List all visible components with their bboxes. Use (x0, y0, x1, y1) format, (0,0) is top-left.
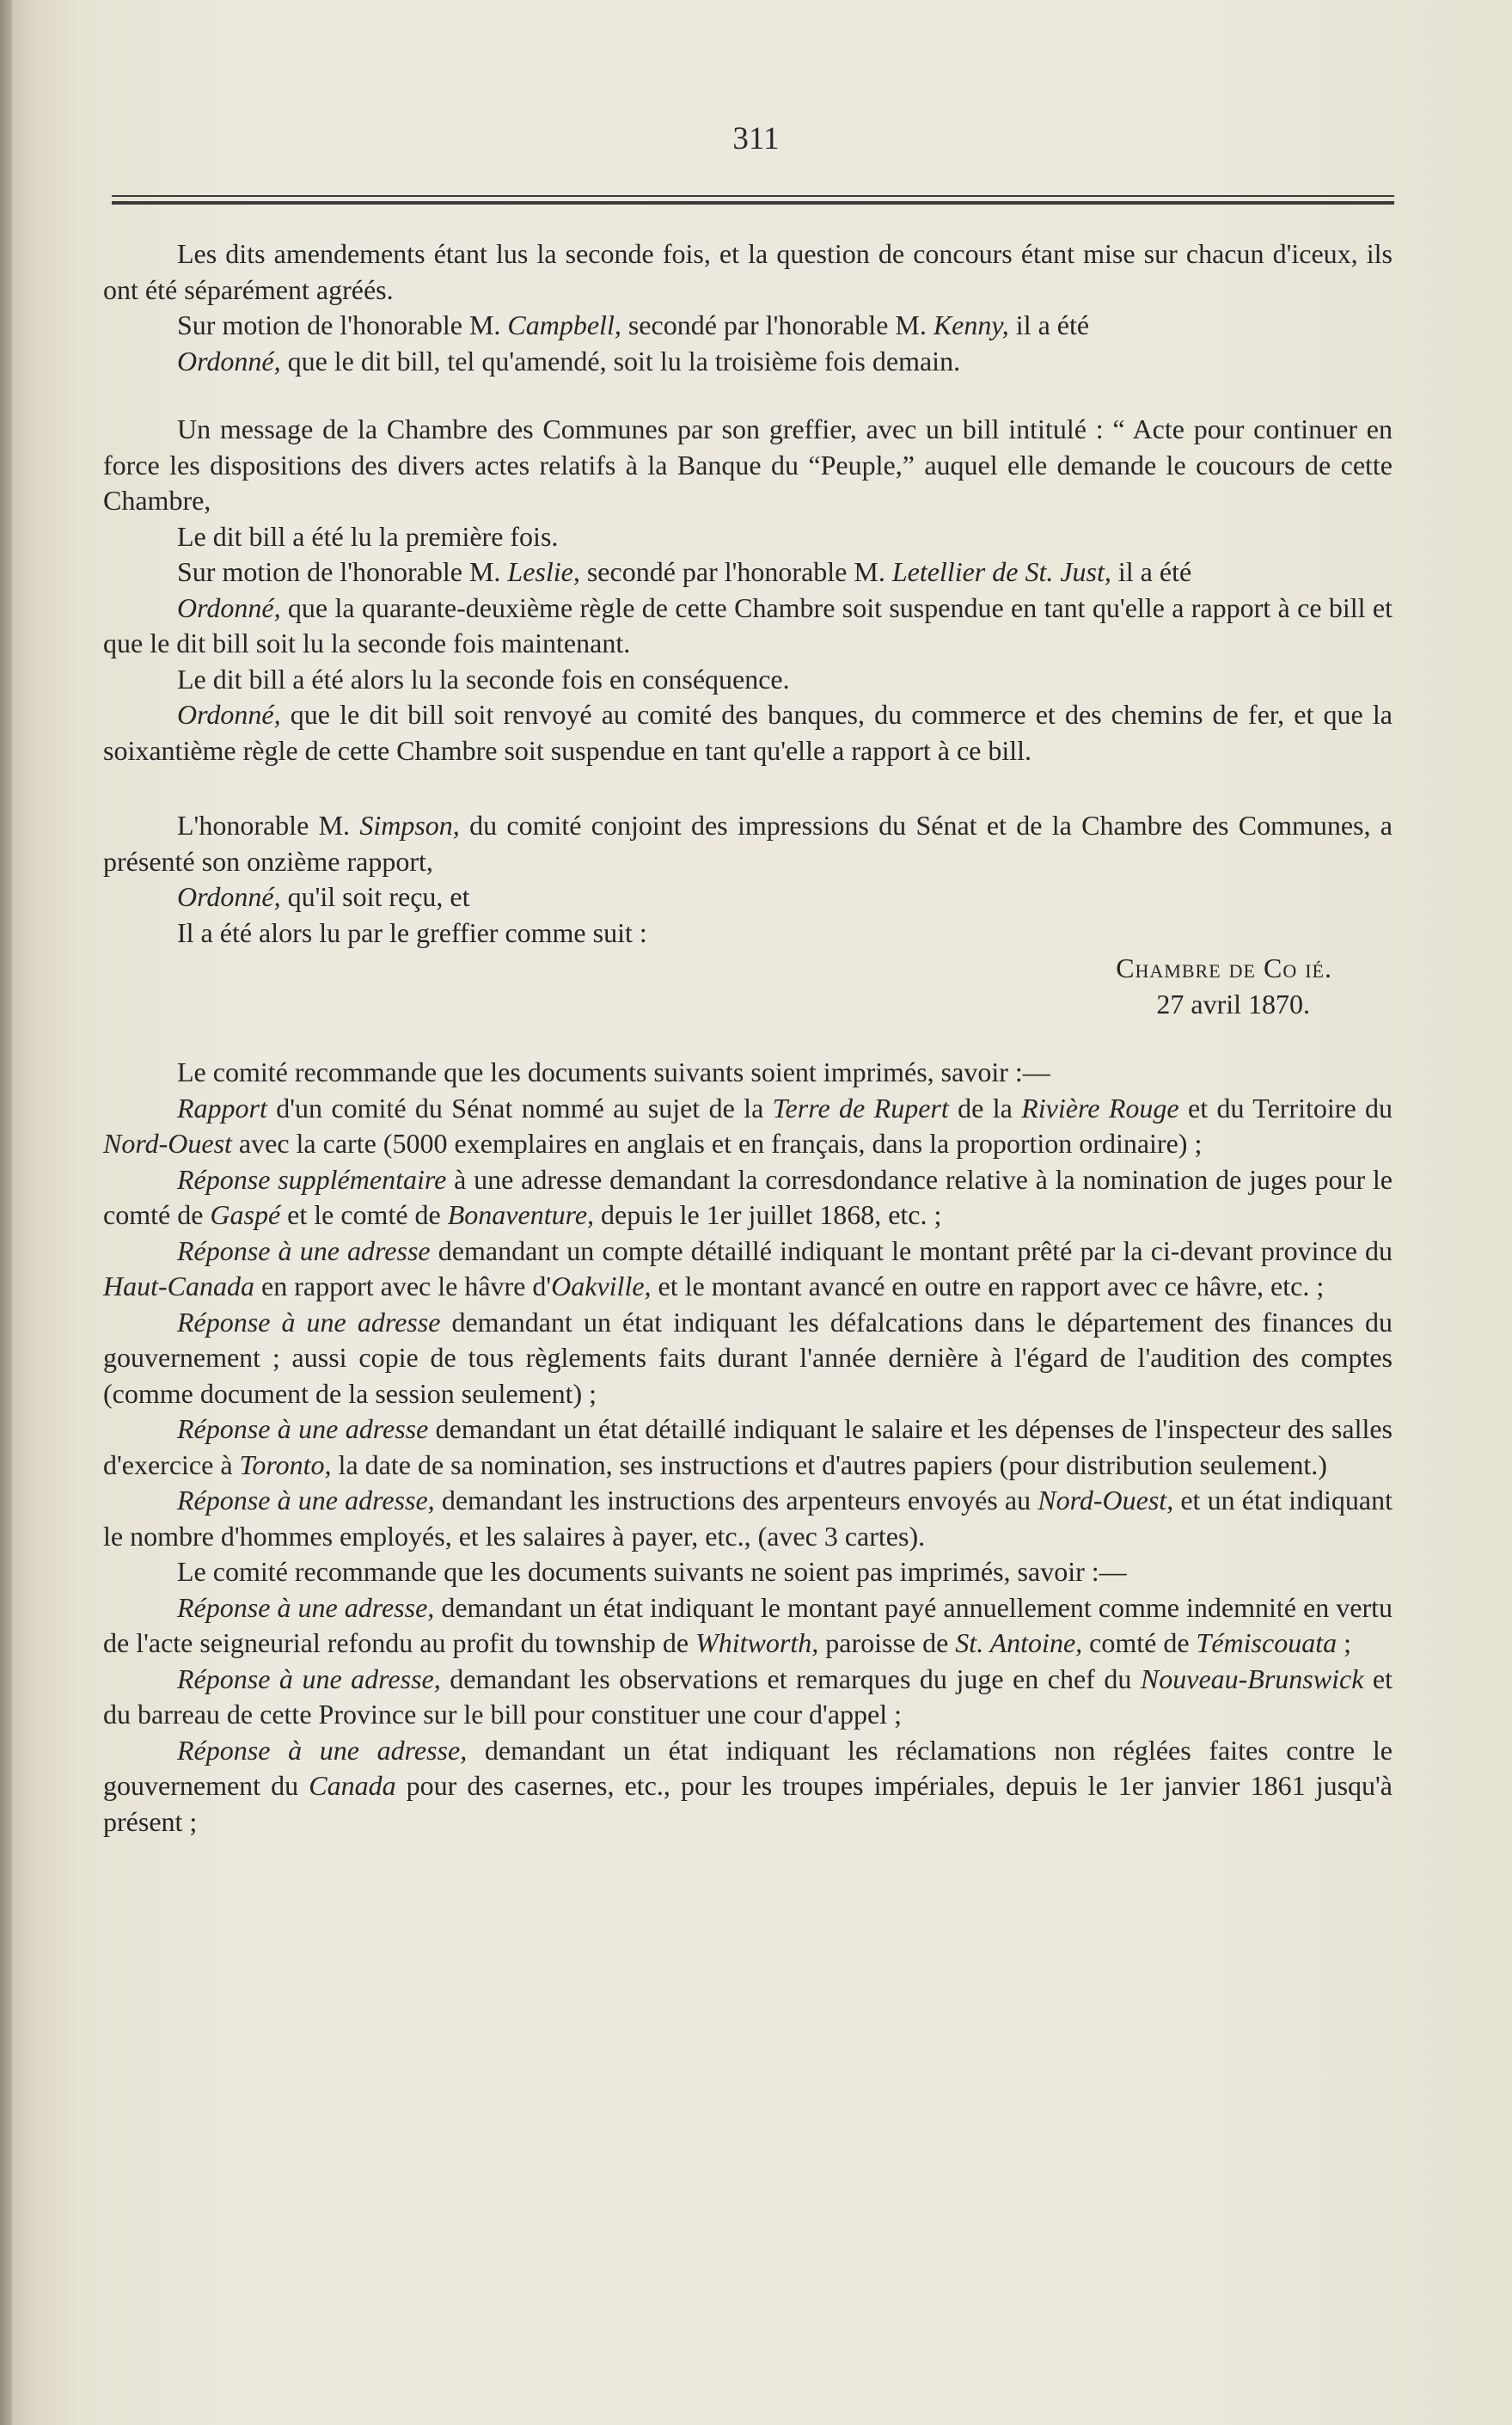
text-run: demandant un état indiquant les réclamations non réglées faites contre le gouvernement du (103, 1734, 1393, 1801)
text-run: la date de sa nomination, ses instructions et d'autres papiers (pour distribution seulement.) (331, 1448, 1327, 1480)
text-run: ; (1337, 1627, 1351, 1658)
paragraph (103, 519, 1393, 555)
italic-run: Rapport (177, 1092, 267, 1124)
text-run: demandant un état détaillé indiquant le salaire et les dépenses de l'inspecteur des salles d'exercice à (103, 1413, 1393, 1480)
italic-run: Ordonné, (177, 345, 281, 377)
italic-run: Rivière Rouge (1021, 1092, 1179, 1124)
text-run: avec la carte (5000 exemplaires en anglais et en français, dans la proportion ordinaire) ; (231, 1128, 1203, 1159)
paragraph (103, 1554, 1393, 1590)
paragraph (103, 808, 1393, 879)
text-run: L'honorable M. (177, 810, 360, 841)
header-rule-thin (112, 195, 1394, 197)
signature-date: 27 avril 1870. (1156, 988, 1310, 1020)
text-run: il a été (1111, 556, 1192, 587)
text-run: et un état indiquant le nombre d'hommes employés, et les salaires à payer, etc., (avec 3 cartes). (103, 1485, 1393, 1552)
book-spine-shadow (0, 0, 12, 2425)
paragraph (103, 1590, 1393, 1662)
paragraph (103, 412, 1393, 519)
text-run: Le comité recommande que les documents suivants soient imprimés, savoir :— (177, 1056, 1050, 1087)
text-run: et du barreau de cette Province sur le bill pour constituer une cour d'appel ; (103, 1663, 1393, 1730)
text-run: et le comté de (280, 1199, 448, 1230)
italic-run: Gaspé (210, 1199, 281, 1230)
text-run: il a été (1008, 309, 1090, 340)
italic-run: Réponse à une adresse (177, 1234, 431, 1266)
text-run: que la quarante-deuxième règle de cette Chambre soit suspendue en tant qu'elle a rapport à ce bill et que le dit bill soit lu la seconde fois maintenant. (103, 591, 1393, 658)
paragraph (103, 1733, 1393, 1840)
text-run: Les dits amendements étant lus la seconde fois, et la question de concours étant mise sur chacun d'iceux, ils ont été séparément agréés. (103, 238, 1393, 305)
text-run: que le dit bill, tel qu'amendé, soit lu la troisième fois demain. (280, 345, 961, 377)
italic-run: Nord-Ouest (103, 1128, 232, 1159)
text-run: paroisse de (818, 1627, 956, 1658)
paragraph (103, 1483, 1393, 1554)
text-run: demandant un compte détaillé indiquant le montant prêté par la ci-devant province du (430, 1234, 1393, 1266)
italic-run: Campbell, (507, 309, 621, 340)
italic-run: Ordonné, (177, 699, 281, 730)
text-run: Il a été alors lu par le greffier comme suit : (177, 916, 647, 948)
text-run: demandant un état indiquant les défalcations dans le département des finances du gouvernement ; aussi copie de tous règlements faits durant l'année dernière à l'égard de l'audition des comptes (comme document de la session seulement) ; (103, 1306, 1393, 1409)
italic-run: Canada (309, 1770, 396, 1801)
text-run: en rapport avec le hâvre d' (254, 1271, 552, 1301)
text-run: que le dit bill soit renvoyé au comité des banques, du commerce et des chemins de fer, et que la soixantième règle de cette Chambre soit suspendue en tant qu'elle a rapport à ce bill. (103, 699, 1393, 766)
text-run: depuis le 1er juillet 1868, etc. ; (594, 1199, 942, 1230)
paragraph (103, 554, 1393, 591)
italic-run: Réponse supplémentaire (177, 1163, 447, 1195)
text-run: et le montant avancé en outre en rapport avec ce hâvre, etc. ; (651, 1271, 1325, 1301)
text-run: à une adresse demandant la corresdondance relative à la nomination de juges pour le comté de (103, 1163, 1393, 1230)
text-run: Le comité recommande que les documents suivants ne soient pas imprimés, savoir :— (177, 1556, 1127, 1587)
paragraph (103, 1234, 1393, 1305)
paragraph (103, 344, 1393, 380)
text-run: secondé par l'honorable M. (621, 309, 934, 340)
text-run: comté de (1082, 1627, 1197, 1658)
text-run: demandant un état indiquant le montant payé annuellement comme indemnité en vertu de l'acte seigneurial refondu au profit du township de (103, 1591, 1393, 1658)
text-run: de la (948, 1092, 1022, 1124)
paragraph (103, 1162, 1393, 1234)
text-run: Le dit bill a été lu la première fois. (177, 520, 559, 552)
italic-run: Réponse à une adresse (177, 1306, 441, 1338)
italic-run: Réponse à une adresse, (177, 1485, 435, 1516)
italic-run: Simpson, (359, 810, 460, 841)
body-text (103, 236, 1393, 1840)
text-run: qu'il soit reçu, et (280, 881, 470, 912)
header-rule-thick (112, 201, 1394, 205)
italic-run: Réponse à une adresse, (177, 1591, 435, 1623)
italic-run: Témiscouata (1196, 1627, 1338, 1658)
text-run: du comité conjoint des impressions du Sénat et de la Chambre des Communes, a présenté son onzième rapport, (103, 810, 1393, 877)
text-run: demandant les instructions des arpenteurs envoyés au (434, 1485, 1038, 1516)
paragraph (103, 591, 1393, 662)
text-run: demandant les observations et remarques du juge en chef du (440, 1663, 1141, 1694)
italic-run: Toronto, (239, 1448, 332, 1480)
text-run: d'un comité du Sénat nommé au sujet de la (266, 1092, 773, 1124)
signature-name: Chambre de Co ié. (1116, 952, 1332, 983)
paragraph (103, 308, 1393, 344)
italic-run: Ordonné, (177, 881, 281, 912)
text-run: Sur motion de l'honorable M. (177, 556, 508, 587)
text-run: Un message de la Chambre des Communes par son greffier, avec un bill intitulé : “ Acte pour continuer en force les dispositions des divers actes relatifs à la Banque du “Peuple,” auquel elle demande le coucours de cette Chambre, (103, 413, 1393, 516)
paragraph (103, 1305, 1393, 1412)
italic-run: St. Antoine, (955, 1627, 1083, 1658)
italic-run: Terre de Rupert (772, 1092, 949, 1124)
italic-run: Nouveau-Brunswick (1140, 1663, 1364, 1694)
italic-run: Letellier de St. Just, (891, 556, 1111, 587)
italic-run: Réponse à une adresse, (177, 1663, 441, 1694)
paragraph (103, 697, 1393, 769)
text-run: et du Territoire du (1178, 1092, 1393, 1124)
paragraph (103, 662, 1393, 698)
text-run: Sur motion de l'honorable M. (177, 309, 508, 340)
italic-run: Kenny, (933, 309, 1009, 340)
paragraph (103, 1055, 1393, 1091)
page-number: 311 (732, 121, 780, 156)
text-run: secondé par l'honorable M. (579, 556, 892, 587)
text-run: Le dit bill a été alors lu la seconde fois en conséquence. (177, 663, 790, 695)
paragraph (103, 879, 1393, 915)
italic-run: Réponse à une adresse, (177, 1734, 468, 1766)
paragraph (103, 1662, 1393, 1733)
italic-run: Bonaventure, (447, 1199, 595, 1230)
italic-run: Haut-Canada (103, 1271, 254, 1301)
italic-run: Oakville, (551, 1271, 652, 1301)
italic-run: Leslie, (507, 556, 580, 587)
paragraph (103, 1091, 1393, 1162)
text-run: pour des casernes, etc., pour les troupes impériales, depuis le 1er janvier 1861 jusqu'à présent ; (103, 1770, 1393, 1837)
paragraph (103, 1412, 1393, 1483)
italic-run: Réponse à une adresse (177, 1413, 429, 1444)
paragraph (103, 915, 1393, 952)
italic-run: Ordonné, (177, 591, 281, 623)
italic-run: Nord-Ouest, (1038, 1485, 1174, 1516)
italic-run: Whitworth, (695, 1627, 819, 1658)
paragraph (103, 236, 1393, 308)
